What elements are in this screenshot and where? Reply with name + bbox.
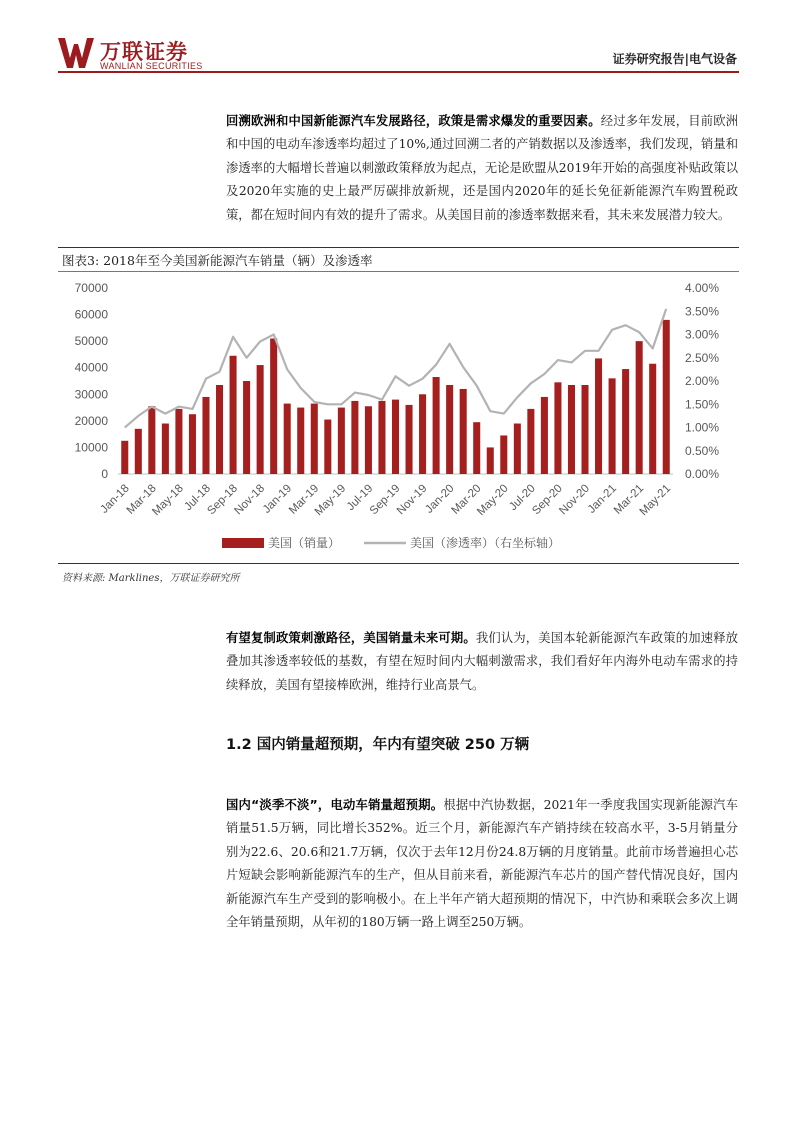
sales-bar bbox=[609, 378, 616, 474]
x-tick-label: May-18 bbox=[150, 482, 186, 519]
x-tick-label: Jan-20 bbox=[423, 482, 457, 516]
sales-bar bbox=[351, 401, 358, 474]
paragraph-us-policy bbox=[226, 110, 738, 227]
y-right-tick-label: 1.00% bbox=[685, 420, 720, 435]
x-tick-label: Nov-20 bbox=[557, 482, 593, 518]
y-axis-right bbox=[685, 281, 719, 481]
x-tick-label: Jul-20 bbox=[507, 482, 538, 514]
x-tick-label: Nov-18 bbox=[232, 482, 268, 518]
sales-bar bbox=[270, 338, 277, 474]
logo-english-name: WANLIAN SECURITIES bbox=[100, 61, 203, 71]
sales-bar bbox=[284, 404, 291, 474]
paragraph-text: 经过多年发展，目前欧洲和中国的电动车渗透率均超过了10%,通过回溯二者的产销数据以及渗透率，我们发现，销量和渗透率的大幅增长普遍以刺激政策释放为起点，无论是欧盟从2019年开始的高强度补贴政策以及2020年实施的史上最严厉碳排放新规，还是国内2020年的延长免征新能源汽车购置税政策，都在短时间内有效的提升了需求。从美国目前的渗透率数据来看，其未来发展潜力较大。 bbox=[226, 114, 738, 222]
chart-legend bbox=[222, 535, 560, 550]
logo-chinese-name: 万联证券 bbox=[100, 40, 188, 64]
sales-bar bbox=[230, 356, 237, 474]
y-right-tick-label: 2.00% bbox=[685, 374, 720, 388]
paragraph-lead: 回溯欧洲和中国新能源汽车发展路径，政策是需求爆发的重要因素。 bbox=[226, 114, 601, 128]
x-tick-label: Jan-19 bbox=[260, 482, 295, 516]
x-tick-label: Jan-21 bbox=[585, 482, 620, 516]
y-right-tick-label: 1.50% bbox=[685, 397, 720, 412]
x-tick-label: Jan-18 bbox=[98, 482, 132, 516]
figure-top-rule bbox=[58, 247, 739, 248]
sales-bar bbox=[487, 447, 494, 474]
legend-sales-swatch bbox=[222, 538, 264, 548]
paragraph-text: 根据中汽协数据，2021年一季度我国实现新能源汽车销量51.5万辆，同比增长352%。近三个月，新能源汽车产销持续在较高水平，3-5月销量分别为22.6、20.6和21.7万辆，仅次于去年12月份24.8万辆的月度销量。此前市场普遍担心芯片短缺会影响新能源汽车的生产，但从目前来看，新能源汽车芯片的国产替代情况良好，国内新能源汽车生产受到的影响极小。在上半年产销大超预期的情况下，中汽协和乘联会多次上调全年销量预期，从年初的180万辆一路上调至250万辆。 bbox=[226, 798, 738, 930]
x-tick-label: Nov-19 bbox=[394, 482, 430, 518]
figure-source: 资料来源: Marklines，万联证券研究所 bbox=[62, 573, 240, 584]
us-nev-sales-chart bbox=[58, 272, 739, 562]
y-right-tick-label: 0.00% bbox=[685, 467, 720, 481]
y-left-tick-label: 40000 bbox=[74, 360, 108, 375]
sales-bar bbox=[378, 401, 385, 474]
sales-bar bbox=[433, 377, 440, 474]
sales-bar bbox=[554, 382, 561, 474]
sales-bar bbox=[500, 435, 507, 474]
y-right-tick-label: 3.00% bbox=[685, 327, 720, 342]
x-tick-label: May-21 bbox=[637, 482, 674, 519]
x-tick-label: Sep-19 bbox=[367, 482, 403, 518]
sales-bar bbox=[175, 409, 182, 474]
sales-bar bbox=[189, 414, 196, 474]
legend-sales-label: 美国（销量） bbox=[268, 536, 341, 550]
sales-bar bbox=[568, 385, 575, 474]
paragraph-lead: 有望复制政策刺激路径，美国销量未来可期。 bbox=[226, 631, 476, 645]
sales-bar bbox=[527, 409, 534, 474]
sales-bar bbox=[406, 405, 413, 474]
y-right-tick-label: 2.50% bbox=[685, 350, 720, 365]
x-tick-label: Mar-19 bbox=[287, 482, 322, 517]
sales-bar bbox=[148, 406, 155, 474]
y-right-tick-label: 3.50% bbox=[685, 304, 720, 319]
sales-bar bbox=[636, 341, 643, 474]
wanlian-logo-icon bbox=[58, 38, 94, 68]
sales-bar bbox=[324, 420, 331, 474]
x-tick-label: May-20 bbox=[475, 482, 511, 519]
x-tick-label: Jul-19 bbox=[344, 482, 376, 514]
sales-bar bbox=[419, 394, 426, 474]
x-tick-label: Sep-20 bbox=[530, 482, 565, 518]
x-axis bbox=[98, 474, 673, 518]
paragraph-text: 我们认为，美国本轮新能源汽车政策的加速释放叠加其渗透率较低的基数，有望在短时间内大幅刺激需求，我们看好年内海外电动车需求的持续释放，美国有望接棒欧洲，维持行业高景气。 bbox=[226, 631, 738, 692]
y-left-tick-label: 60000 bbox=[74, 307, 108, 322]
y-right-tick-label: 4.00% bbox=[685, 281, 720, 295]
paragraph-domestic-sales bbox=[226, 794, 738, 934]
sales-bar bbox=[595, 358, 602, 474]
y-axis-left bbox=[75, 281, 109, 481]
sales-bar bbox=[581, 385, 588, 474]
sales-bar bbox=[514, 424, 521, 474]
header-divider bbox=[58, 71, 739, 73]
sales-bar bbox=[649, 364, 656, 474]
sales-bar bbox=[243, 381, 250, 474]
y-right-tick-label: 0.50% bbox=[685, 443, 720, 458]
figure-bottom-rule bbox=[58, 563, 739, 564]
sales-bar bbox=[121, 441, 128, 474]
x-tick-label: Mar-20 bbox=[449, 482, 484, 517]
figure-title: 图表3: 2018年至今美国新能源汽车销量（辆）及渗透率 bbox=[62, 253, 373, 268]
sales-bar bbox=[622, 369, 629, 474]
sales-bar bbox=[257, 365, 264, 474]
sales-bar bbox=[135, 429, 142, 474]
sales-bar bbox=[392, 400, 399, 474]
sales-bar bbox=[365, 406, 372, 474]
sales-bar bbox=[311, 404, 318, 474]
sales-bar bbox=[338, 408, 345, 474]
sales-bar bbox=[297, 408, 304, 474]
y-left-tick-label: 30000 bbox=[74, 387, 108, 402]
sales-bar bbox=[216, 385, 223, 474]
x-tick-label: Sep-18 bbox=[205, 482, 241, 518]
y-left-tick-label: 70000 bbox=[74, 281, 108, 295]
section-heading: 1.2 国内销量超预期，年内有望突破 250 万辆 bbox=[226, 737, 530, 753]
legend-penetration-label: 美国（渗透率）（右坐标轴） bbox=[410, 536, 561, 550]
sales-bar bbox=[473, 422, 480, 474]
sales-bar bbox=[541, 397, 548, 474]
x-tick-label: Jul-18 bbox=[182, 482, 213, 514]
paragraph-us-outlook bbox=[226, 627, 738, 697]
paragraph-lead: 国内“淡季不淡”，电动车销量超预期。 bbox=[226, 798, 444, 812]
sales-bar bbox=[446, 385, 453, 474]
sales-bar bbox=[202, 397, 209, 474]
y-left-tick-label: 0 bbox=[101, 467, 108, 481]
sales-bar bbox=[460, 389, 467, 474]
y-left-tick-label: 10000 bbox=[74, 440, 108, 455]
y-left-tick-label: 20000 bbox=[74, 413, 108, 428]
bar-series bbox=[121, 320, 670, 474]
sales-bar bbox=[162, 424, 169, 474]
y-left-tick-label: 50000 bbox=[74, 334, 108, 349]
x-tick-label: May-19 bbox=[312, 482, 349, 519]
x-tick-label: Mar-18 bbox=[124, 482, 159, 517]
report-category: 证券研究报告|电气设备 bbox=[612, 52, 737, 66]
x-tick-label: Mar-21 bbox=[611, 482, 647, 517]
sales-bar bbox=[663, 320, 670, 474]
